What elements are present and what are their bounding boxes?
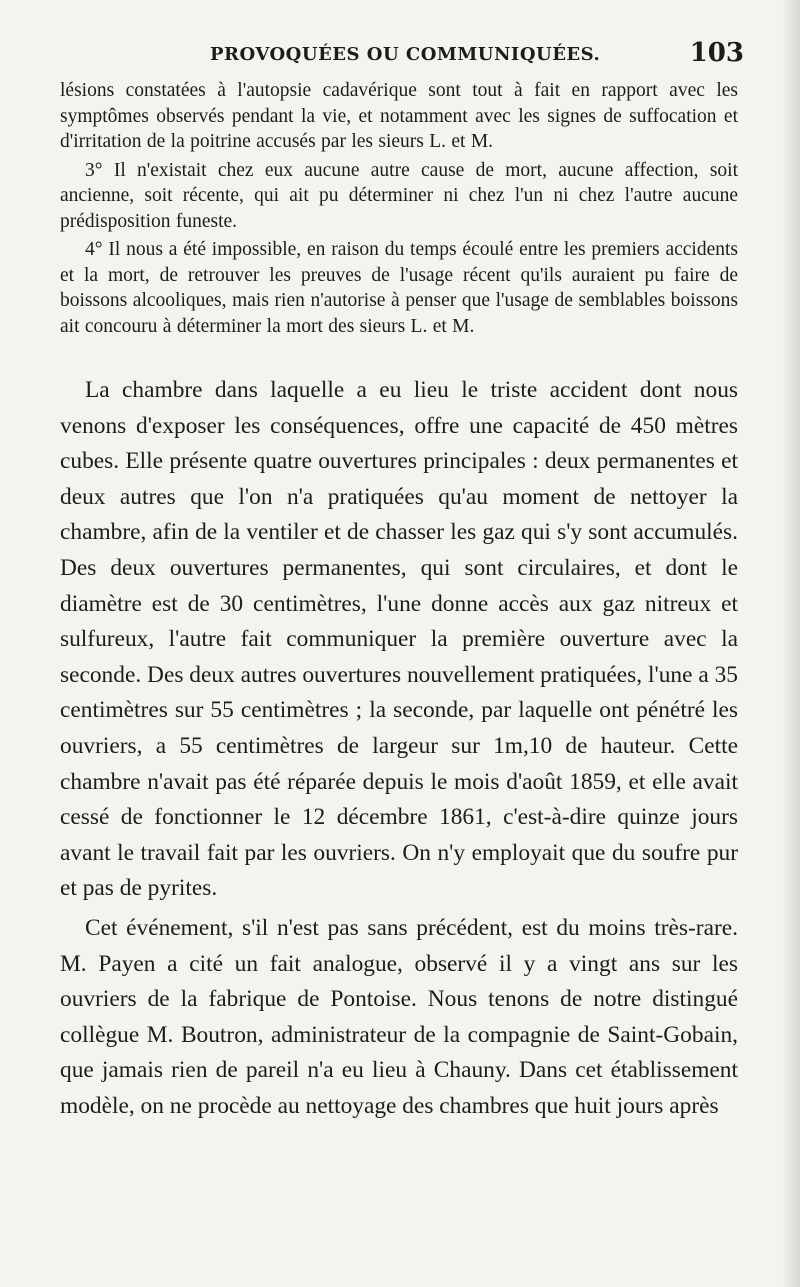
report-continuation: lésions constatées à l'autopsie cadavérique sont tout à fait en rapport avec les symptômes observés pendant la vie, et notamment avec les signes de suffocation et d'irritation de la poitrine accusés par les sieurs L. et M.: [60, 80, 738, 152]
main-text: [60, 373, 738, 1124]
paragraph-chamber-description: La chambre dans laquelle a eu lieu le triste accident dont nous venons d'exposer les conséquences, offre une capacité de 450 mètres cubes. Elle présente quatre ouvertures principales : deux permanentes et deux autres que l'on n'a pratiquées qu'au moment de nettoyer la chambre, afin de la ventiler et de chasser les gaz qui s'y sont accumulés. Des deux ouvertures permanentes, qui sont circulaires, et dont le diamètre est de 30 centimètres, l'une donne accès aux gaz nitreux et sulfureux, l'autre fait communiquer la première ouverture avec la seconde. Des deux autres ouvertures nouvellement pratiquées, l'une a 35 centimètres sur 55 centimètres ; la seconde, par laquelle ont pénétré les ouvriers, a 55 centimètres de largeur sur 1m,10 de hauteur. Cette chambre n'avait pas été réparée depuis le mois d'août 1859, et elle avait cessé de fonctionner le 12 décembre 1861, c'est-à-dire quinze jours avant le travail fait par les ouvriers. On n'y employait que du soufre pur et pas de pyrites.: [60, 377, 738, 902]
report-excerpt: [60, 78, 738, 339]
page-number: 103: [689, 38, 744, 68]
page-edge-shadow: [782, 0, 800, 1287]
conclusion-3: 3° Il n'existait chez eux aucune autre cause de mort, aucune affection, soit ancienne, soit récente, qui ait pu déterminer ni chez l'un ni chez l'autre aucune prédisposition funeste.: [60, 159, 738, 232]
conclusion-4: 4° Il nous a été impossible, en raison du temps écoulé entre les premiers accidents et la mort, de retrouver les preuves de l'usage récent qu'ils auraient pu faire de boissons alcooliques, mais rien n'autorise à penser que l'usage de semblables boissons ait concouru à déterminer la mort des sieurs L. et M.: [60, 239, 738, 337]
running-head: [60, 38, 744, 78]
paragraph-precedent: Cet événement, s'il n'est pas sans précédent, est du moins très-rare. M. Payen a cité un fait analogue, observé il y a vingt ans sur les ouvriers de la fabrique de Pontoise. Nous tenons de notre distingué collègue M. Boutron, administrateur de la compagnie de Saint-Gobain, que jamais rien de pareil n'a eu lieu à Chauny. Dans cet établissement modèle, on ne procède au nettoyage des chambres que huit jours après: [60, 914, 738, 1119]
running-title: PROVOQUÉES OU COMMUNIQUÉES.: [210, 44, 601, 65]
